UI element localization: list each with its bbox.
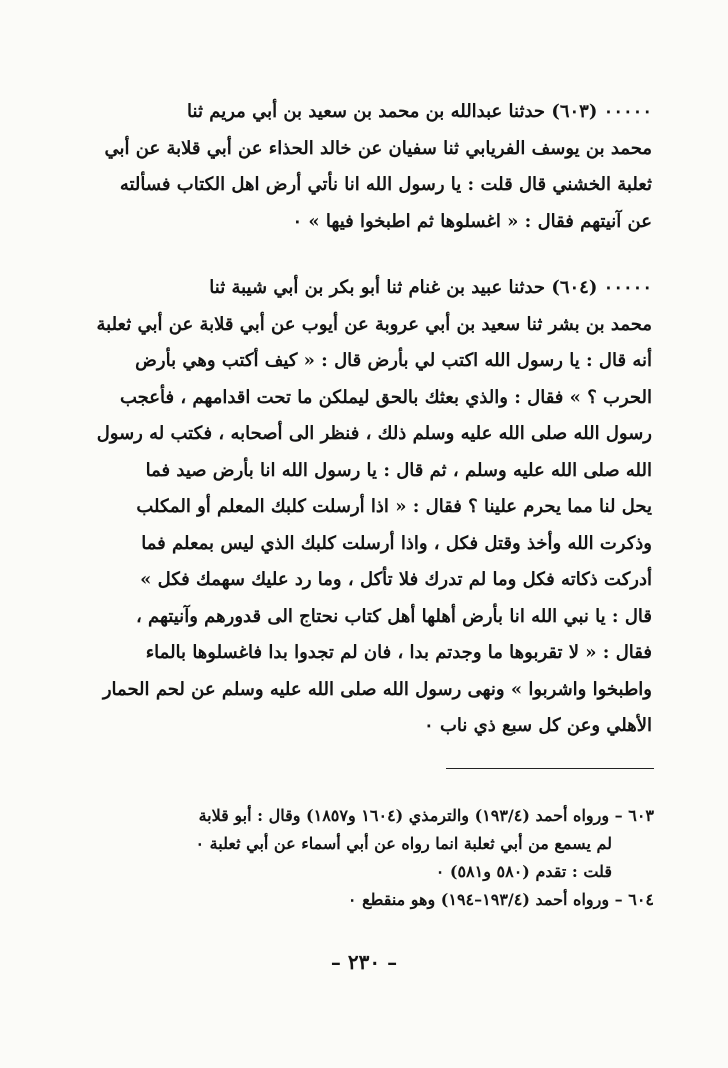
text-line: فقال : « لا تقربوها ما وجدتم بدا ، فان لم تجدوا بدا فاغسلوها بالماء — [145, 642, 652, 663]
text-line: يحل لنا مما يحرم علينا ؟ فقال : « اذا أرسلت كلبك المعلم أو المكلب — [136, 496, 652, 517]
text-line: عن آنيتهم فقال : « اغسلوها ثم اطبخوا فيها » ٠ — [292, 210, 652, 232]
footnote-continuation — [92, 858, 654, 886]
footnote-text: ورواه أحمد (١٩٣/٤) والترمذي (١٦٠٤ و١٨٥٧) وقال : أبو قلابة — [198, 806, 610, 825]
text-line: محمد بن يوسف الفريابي ثنا سفيان عن خالد الحذاء عن أبي قلابة عن أبي — [104, 137, 652, 159]
footnote-text: لم يسمع من أبي ثعلبة انما رواه عن أبي أسماء عن أبي ثعلبة ٠ — [195, 834, 612, 853]
text-line: ٠٠٠٠٠ (٦٠٣) حدثنا عبدالله بن محمد بن سعيد بن أبي مريم ثنا — [187, 101, 652, 122]
text-line: أدركت ذكاته فكل وما لم تدرك فلا تأكل ، وما رد عليك سهمك فكل » — [140, 569, 652, 590]
text-line: وذكرت الله وأخذ وقتل فكل ، واذا أرسلت كلبك الذي ليس بمعلم فما — [141, 532, 652, 554]
footnotes — [92, 802, 654, 914]
text-line: ثعلبة الخشني قال قلت : يا رسول الله انا نأتي أرض اهل الكتاب فسألته — [119, 174, 652, 195]
footnote-text: قلت : تقدم (٥٨٠ و٥٨١) ٠ — [435, 862, 612, 881]
hadith-603 — [92, 94, 652, 240]
text-line: أنه قال : يا رسول الله اكتب لي بأرض قال : « كيف أكتب وهي بأرض — [135, 350, 652, 371]
footnote-604 — [92, 886, 654, 914]
footnote-ref: ٦٠٣ – — [614, 806, 654, 825]
hadith-604 — [92, 270, 652, 745]
footnote-separator — [446, 768, 654, 769]
text-line: ٠٠٠٠٠ (٦٠٤) حدثنا عبيد بن غنام ثنا أبو بكر بن أبي شيبة ثنا — [209, 277, 652, 298]
text-line: رسول الله صلى الله عليه وسلم ذلك ، فنظر الى أصحابه ، فكتب له رسول — [96, 423, 652, 444]
footnote-continuation — [92, 830, 654, 858]
text-line: واطبخوا واشربوا » ونهى رسول الله صلى الله عليه وسلم عن لحم الحمار — [102, 678, 652, 700]
footnote-ref: ٦٠٤ – — [614, 890, 654, 909]
text-line: الحرب ؟ » فقال : والذي بعثك بالحق ليملكن ما تحت اقدامهم ، فأعجب — [119, 386, 652, 408]
footnote-603 — [92, 802, 654, 830]
page-number: – ٢٣٠ – — [330, 950, 398, 974]
text-line: محمد بن بشر ثنا سعيد بن أبي عروبة عن أيوب عن أبي قلابة عن أبي ثعلبة — [96, 313, 652, 335]
text-line: قال : يا نبي الله انا بأرض أهلها أهل كتاب نحتاج الى قدورهم وآنيتهم ، — [135, 605, 652, 627]
text-line: الله صلى الله عليه وسلم ، ثم قال : يا رسول الله انا بأرض صيد فما — [145, 459, 652, 481]
footnote-text: ورواه أحمد (١٩٣/٤–١٩٤) وهو منقطع ٠ — [347, 890, 610, 909]
text-line: الأهلي وعن كل سبع ذي ناب ٠ — [424, 715, 652, 736]
